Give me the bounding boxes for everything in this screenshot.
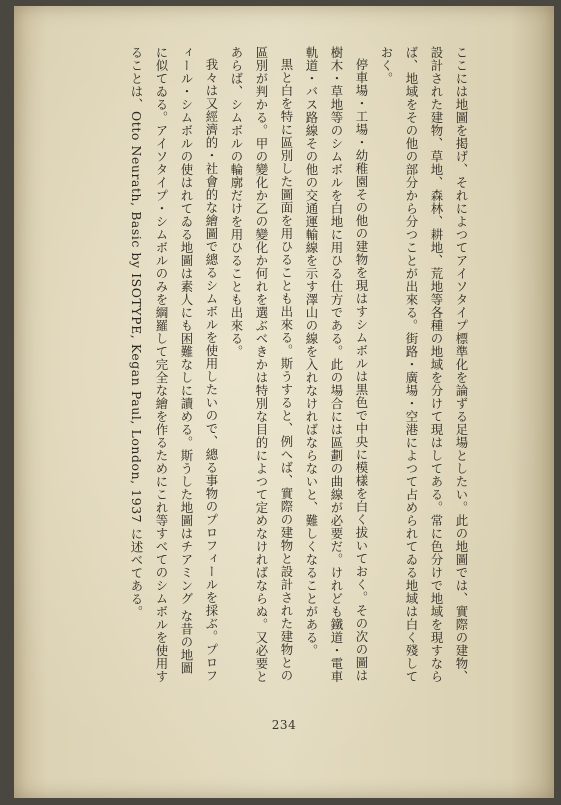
- vertical-body-text: [84, 46, 474, 686]
- paragraph-1: ここには地圖を掲げ、それによつてアイソタイプ標準化を論ずる足場としたい。此の地圖では、實際の建物、設計された建物、草地、森林、耕地、荒地等各種の地域を分けて現はしてある。常に色分けで地域を現すならば、地域をその他の部分から分つことが出來る。街路・廣場・空港によつて占められてゐる地域は白く殘しておく。: [379, 46, 469, 683]
- paragraph-3: 黒と白を特に區別した圖面を用ひることも出來る。斯うすると、例へば、實際の建物と設計された建物との區別が判かる。甲の變化か乙の變化か何れを選ぶべきかは特別な目的によつて定めなければならぬ。又必要とあらば、シムボルの輪廓だけを用ひることも出來る。: [229, 46, 294, 683]
- book-page: [14, 6, 554, 798]
- page-number: 234: [271, 718, 297, 732]
- paragraph-4: 我々は又經濟的・社會的な繪圖で總るシムボルを使用したいので、總る事物のプロフィールを採ぶ。プロフィール・シムボルの使はれてゐる地圖は素人にも困難なしに讀める。斯うした地圖はチアミング な昔の地圖に似てゐる。アイソタイプ・シムボルのみを綱羅して完全な繪を作るためにこれ等すべてのシムボルを使用することは、Otto Neurath, Basic by ISOTYPE, Kegan Paul, London, 1937 に述べてある。: [129, 46, 219, 683]
- paragraph-2: 停車場・工場・幼稚園その他の建物を現はすシムボルは黒色で中央に模樣を白く拔いておく。その次の圖は樹木・草地等のシムボルを白地に用ひる仕方である。此の場合には區劃の曲線が必要だ。けれども鐵道・電車軌道・バス路線その他の交通運輸線を示す澤山の線を入れなければならないと、難しくなることがある。: [304, 46, 369, 683]
